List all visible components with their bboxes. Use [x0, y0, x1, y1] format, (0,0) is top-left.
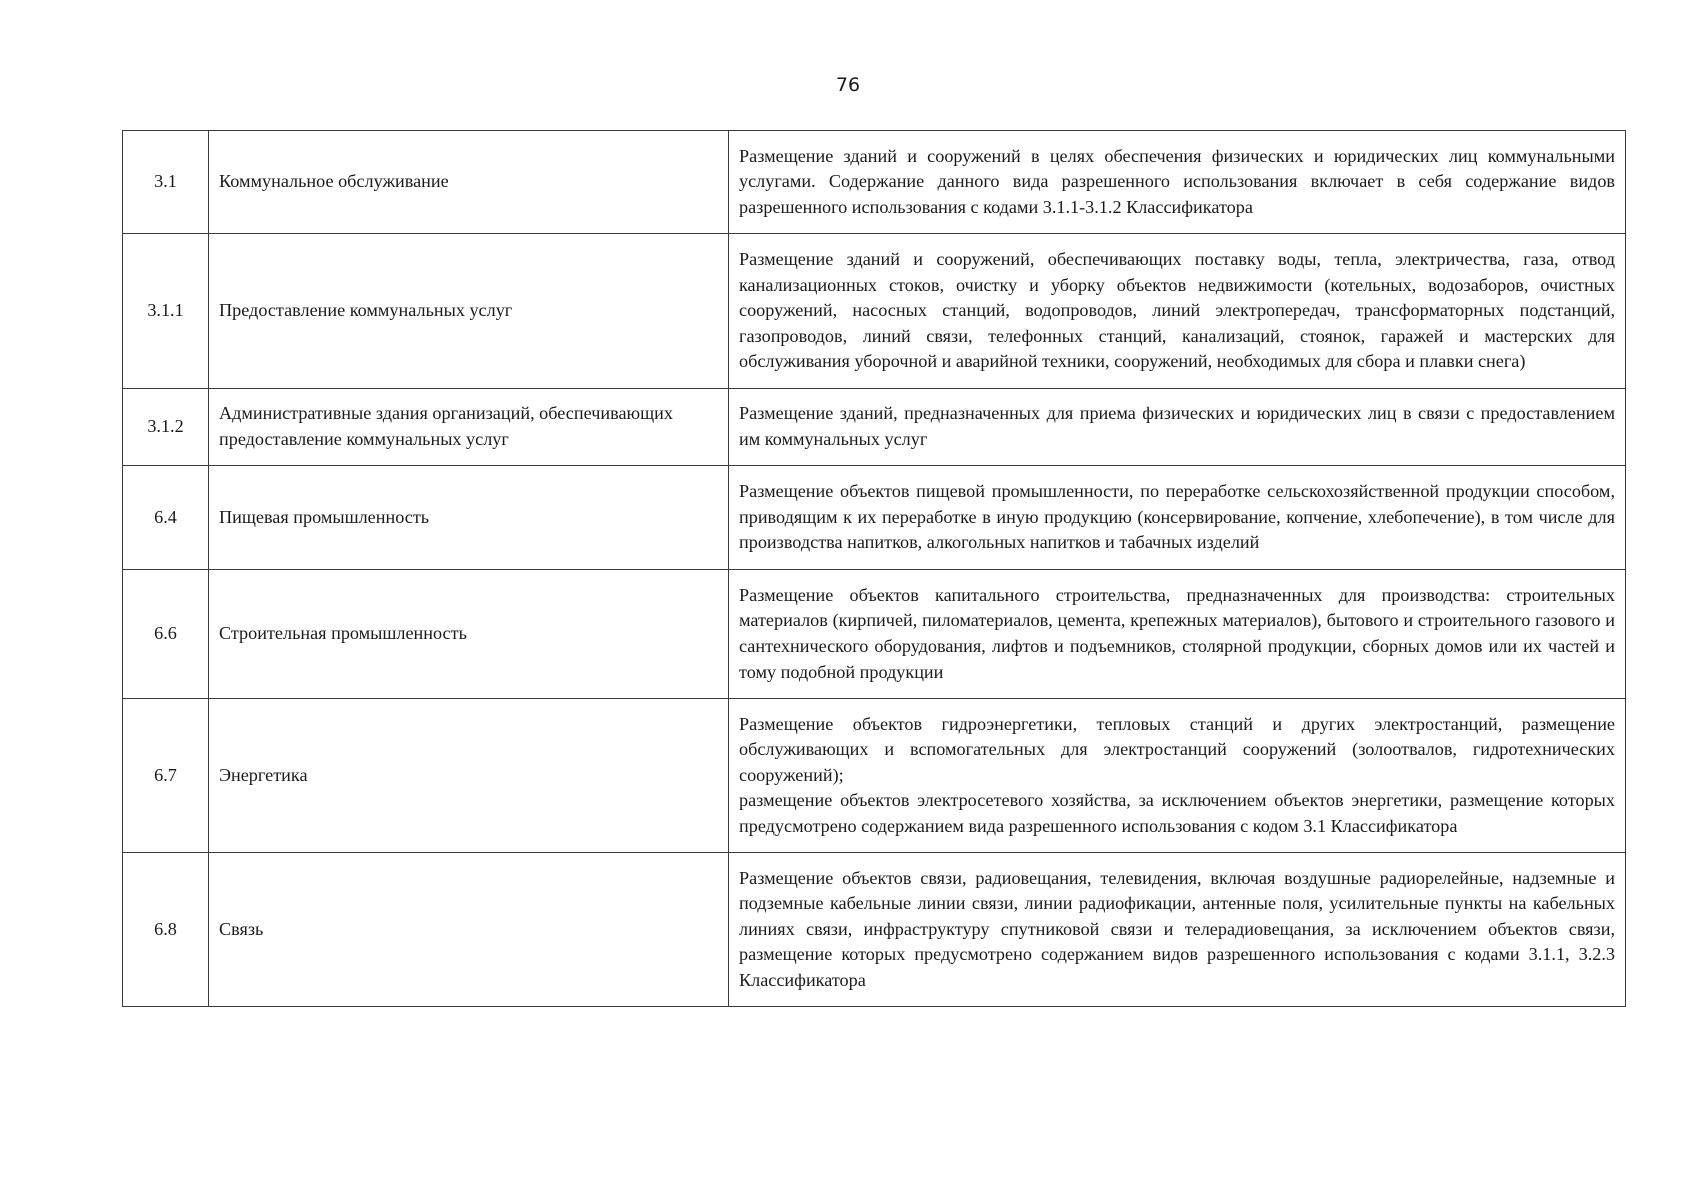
row-name: Предоставление коммунальных услуг	[209, 234, 729, 389]
description-paragraph: Размещение объектов пищевой промышленности, по переработке сельскохозяйственной продукции способом, приводящим к их переработке в иную продукцию (консервирование, копчение, хлебопечение), в том числе для производства напитков, алкогольных напитков и табачных изделий	[739, 481, 1615, 553]
row-code: 6.4	[123, 466, 209, 570]
description-paragraph: Размещение зданий, предназначенных для приема физических и юридических лиц в связи с предоставлением им коммунальных услуг	[739, 403, 1615, 449]
row-name: Строительная промышленность	[209, 570, 729, 699]
row-description	[729, 466, 1626, 570]
row-code: 3.1.1	[123, 234, 209, 389]
description-paragraph: Размещение объектов капитального строительства, предназначенных для производства: строительных материалов (кирпичей, пиломатериалов, цемента, крепежных материалов), бытового и строительного газового и сантехнического оборудования, лифтов и подъемников, столярной продукции, сборных домов или их частей и тому подобной продукции	[739, 584, 1615, 682]
row-name: Энергетика	[209, 699, 729, 853]
description-paragraph: Размещение зданий и сооружений, обеспечивающих поставку воды, тепла, электричества, газа, отвод канализационных стоков, очистку и уборку объектов недвижимости (котельных, водозаборов, очистных сооружений, насосных станций, водопроводов, линий электропередач, трансформаторных подстанций, газопроводов, линий связи, телефонных станций, канализаций, стоянок, гаражей и мастерских для обслуживания уборочной и аварийной техники, сооружений, необходимых для сбора и плавки снега)	[739, 249, 1615, 372]
description-paragraph: размещение объектов электросетевого хозяйства, за исключением объектов энергетики, размещение которых предусмотрено содержанием вида разрешенного использования с кодом 3.1 Классификатора	[739, 790, 1615, 836]
row-code: 3.1	[123, 131, 209, 234]
row-name: Коммунальное обслуживание	[209, 131, 729, 234]
description-paragraph: Размещение объектов гидроэнергетики, тепловых станций и других электростанций, размещение обслуживающих и вспомогательных для электростанций сооружений (золоотвалов, гидротехнических сооружений);	[739, 713, 1615, 785]
table-row	[123, 466, 1626, 570]
row-code: 6.6	[123, 570, 209, 699]
table-row	[123, 234, 1626, 389]
table-row	[123, 853, 1626, 1007]
table-row	[123, 570, 1626, 699]
row-description	[729, 699, 1626, 853]
table-row	[123, 131, 1626, 234]
row-description	[729, 389, 1626, 466]
row-name: Пищевая промышленность	[209, 466, 729, 570]
land-use-table	[122, 130, 1626, 1007]
description-paragraph: Размещение объектов связи, радиовещания, телевидения, включая воздушные радиорелейные, надземные и подземные кабельные линии связи, линии радиофикации, антенные поля, усилительные пункты на кабельных линиях связи, инфраструктуру спутниковой связи и телерадиовещания, за исключением объектов связи, размещение которых предусмотрено содержанием видов разрешенного использования с кодами 3.1.1, 3.2.3 Классификатора	[739, 867, 1615, 990]
table-row	[123, 699, 1626, 853]
page-number: 76	[835, 74, 861, 96]
row-description	[729, 131, 1626, 234]
row-name: Связь	[209, 853, 729, 1007]
row-name	[209, 389, 729, 466]
description-paragraph: Размещение зданий и сооружений в целях обеспечения физических и юридических лиц коммунальными услугами. Содержание данного вида разрешенного использования включает в себя содержание видов разрешенного использования с кодами 3.1.1-3.1.2 Классификатора	[739, 145, 1615, 217]
row-code: 6.7	[123, 699, 209, 853]
row-description	[729, 570, 1626, 699]
row-code: 3.1.2	[123, 389, 209, 466]
row-description	[729, 234, 1626, 389]
row-description	[729, 853, 1626, 1007]
table-row	[123, 389, 1626, 466]
row-code: 6.8	[123, 853, 209, 1007]
row-name-text: Административные здания организаций, обеспечивающих предоставление коммунальных услуг	[219, 403, 673, 449]
